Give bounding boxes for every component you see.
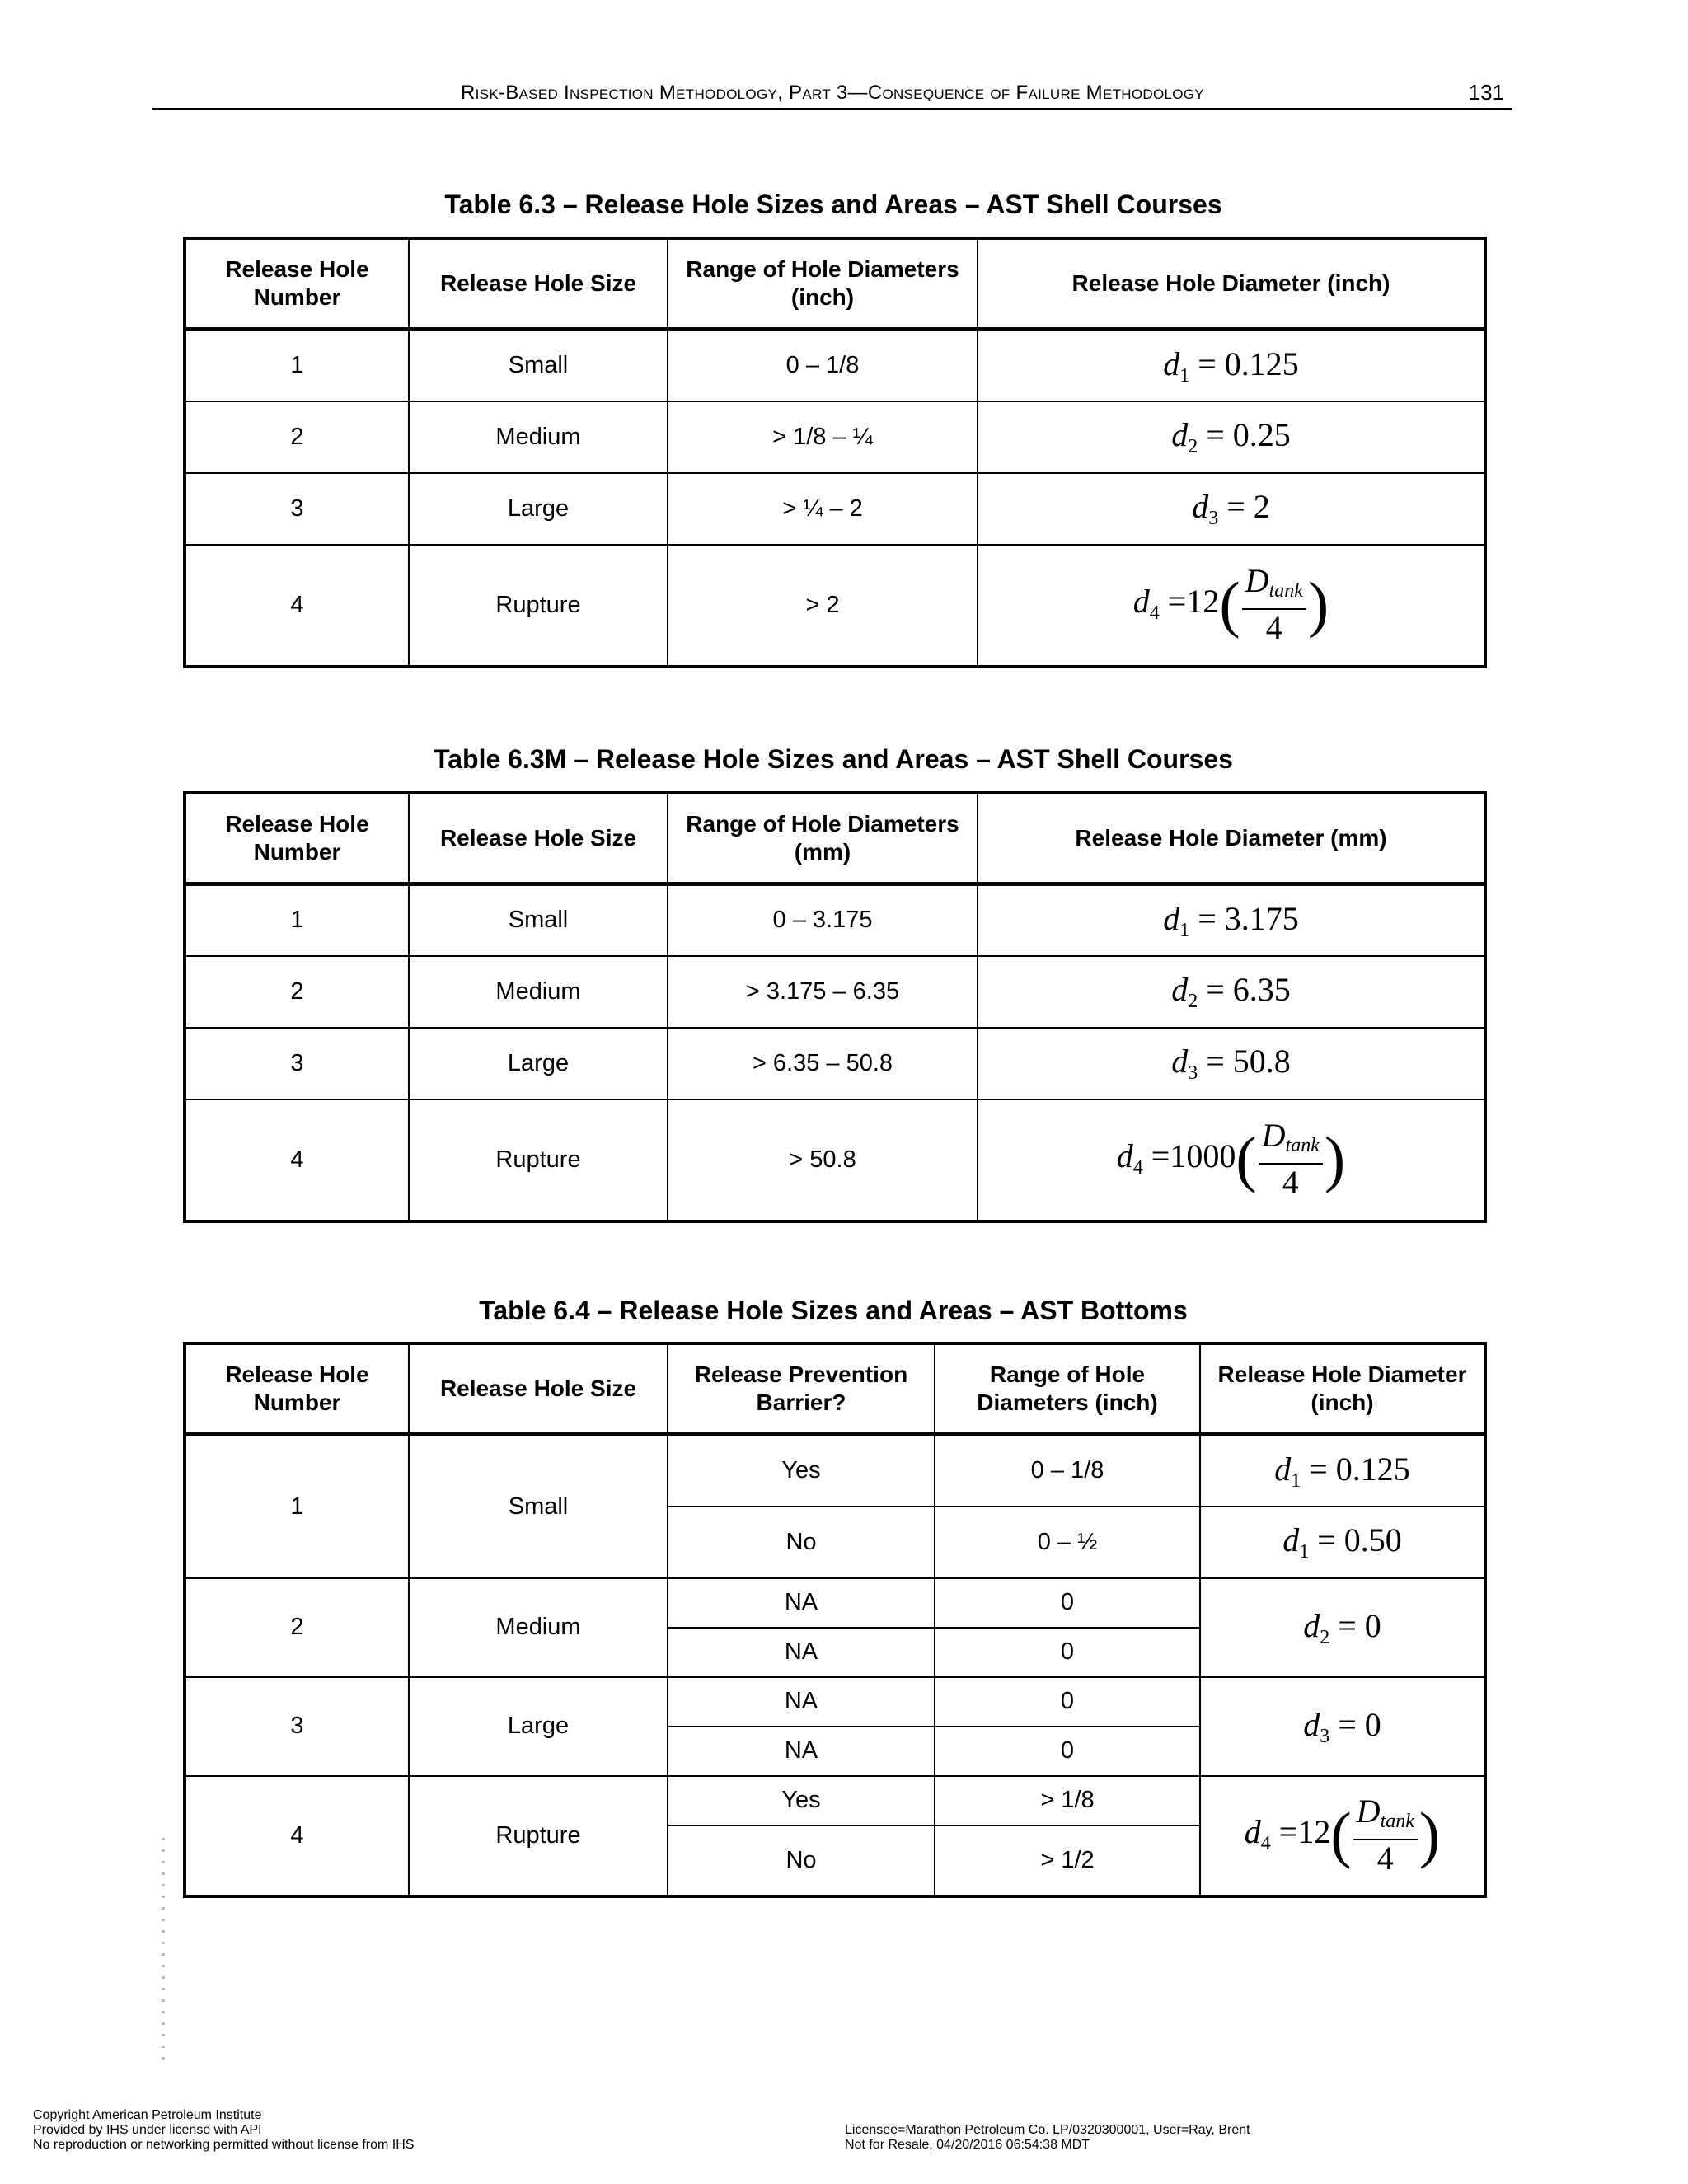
footer-copyright	[33, 2108, 414, 2153]
column-header: Release Hole Size	[409, 238, 668, 330]
hole-number: 3	[185, 473, 409, 545]
hole-number: 2	[185, 956, 409, 1028]
table-row	[185, 473, 1485, 545]
diameter-formula: $d_4 =12$( $\frac{D_{tank}}{4}$ )	[1200, 1776, 1485, 1896]
table-6-4	[183, 1342, 1487, 1898]
hole-number: 2	[185, 401, 409, 473]
column-header: Release Hole Diameter (inch)	[978, 238, 1485, 330]
hole-size: Rupture	[409, 1099, 668, 1221]
hole-number: 4	[185, 1776, 409, 1896]
diameter-range: 0	[935, 1578, 1200, 1628]
diameter-range: > 3.175 – 6.35	[668, 956, 978, 1028]
diameter-range: > 6.35 – 50.8	[668, 1028, 978, 1099]
table-6-3-caption: Table 6.3 – Release Hole Sizes and Areas – AST Shell Courses	[444, 190, 1222, 219]
footer-line: Provided by IHS under license with API	[33, 2123, 262, 2137]
diameter-formula: $d_3 = 0$	[1200, 1677, 1485, 1776]
prevention-barrier: NA	[668, 1677, 935, 1727]
column-header: Release Hole Diameter (inch)	[1200, 1343, 1485, 1435]
prevention-barrier: Yes	[668, 1435, 935, 1507]
diameter-formula: $d_3 = 50.8$	[978, 1028, 1485, 1099]
diameter-formula: $d_2 = 6.35$	[978, 956, 1485, 1028]
diameter-formula: $d_4 =12$( $\frac{D_{tank}}{4}$ )	[978, 545, 1485, 667]
diameter-formula: $d_1 = 0.125$	[1200, 1435, 1485, 1507]
prevention-barrier: Yes	[668, 1776, 935, 1825]
diameter-range: > 1/8 – ¼	[668, 401, 978, 473]
table-row	[185, 545, 1485, 667]
footer-line: No reproduction or networking permitted without license from IHS	[33, 2138, 415, 2152]
column-header: Range of Hole Diameters (inch)	[668, 238, 978, 330]
hole-number: 1	[185, 1435, 409, 1578]
hole-size: Large	[409, 1677, 668, 1776]
diameter-range: 0 – ½	[935, 1507, 1200, 1578]
prevention-barrier: No	[668, 1825, 935, 1896]
table-row	[185, 884, 1485, 956]
diameter-range: 0	[935, 1628, 1200, 1677]
table-6-3	[183, 237, 1487, 668]
scan-edge-marks	[162, 1838, 165, 2069]
table-header-row	[185, 238, 1485, 330]
table-header-row	[185, 1343, 1485, 1435]
diameter-range: > 50.8	[668, 1099, 978, 1221]
hole-size: Medium	[409, 956, 668, 1028]
table-row	[185, 1435, 1485, 1507]
prevention-barrier: NA	[668, 1628, 935, 1677]
table-6-4-caption: Table 6.4 – Release Hole Sizes and Areas – AST Bottoms	[479, 1296, 1188, 1325]
table-row	[185, 1099, 1485, 1221]
table-row	[185, 330, 1485, 401]
diameter-formula: $d_3 = 2$	[978, 473, 1485, 545]
column-header: Release Hole Number	[185, 793, 409, 884]
hole-number: 2	[185, 1578, 409, 1677]
table-header-row	[185, 793, 1485, 884]
column-header: Release Hole Number	[185, 1343, 409, 1435]
column-header: Release Prevention Barrier?	[668, 1343, 935, 1435]
diameter-range: > 2	[668, 545, 978, 667]
prevention-barrier: No	[668, 1507, 935, 1578]
hole-size: Large	[409, 1028, 668, 1099]
table-6-3m-caption: Table 6.3M – Release Hole Sizes and Areas – AST Shell Courses	[434, 744, 1233, 774]
diameter-range: > ¼ – 2	[668, 473, 978, 545]
hole-number: 1	[185, 330, 409, 401]
table-6-3m	[183, 791, 1487, 1223]
prevention-barrier: NA	[668, 1727, 935, 1776]
hole-size: Small	[409, 884, 668, 956]
page-number: 131	[1468, 80, 1504, 105]
column-header: Range of Hole Diameters (mm)	[668, 793, 978, 884]
hole-size: Rupture	[409, 545, 668, 667]
column-header: Release Hole Size	[409, 1343, 668, 1435]
diameter-range: 0	[935, 1727, 1200, 1776]
prevention-barrier: NA	[668, 1578, 935, 1628]
diameter-range: > 1/2	[935, 1825, 1200, 1896]
diameter-formula: $d_2 = 0$	[1200, 1578, 1485, 1677]
table-row	[185, 1028, 1485, 1099]
diameter-formula: $d_4 =1000$( $\frac{D_{tank}}{4}$ )	[978, 1099, 1485, 1221]
hole-size: Small	[409, 1435, 668, 1578]
diameter-formula: $d_1 = 0.50$	[1200, 1507, 1485, 1578]
footer-line: Licensee=Marathon Petroleum Co. LP/0320300001, User=Ray, Brent	[845, 2123, 1250, 2137]
diameter-range: 0	[935, 1677, 1200, 1727]
hole-size: Medium	[409, 401, 668, 473]
table-row	[185, 1776, 1485, 1825]
column-header: Release Hole Size	[409, 793, 668, 884]
hole-size: Medium	[409, 1578, 668, 1677]
diameter-range: 0 – 1/8	[935, 1435, 1200, 1507]
diameter-formula: $d_1 = 0.125$	[978, 330, 1485, 401]
hole-number: 4	[185, 1099, 409, 1221]
page-header	[152, 78, 1512, 110]
diameter-range: 0 – 1/8	[668, 330, 978, 401]
hole-size: Small	[409, 330, 668, 401]
hole-number: 3	[185, 1677, 409, 1776]
hole-size: Rupture	[409, 1776, 668, 1896]
table-row	[185, 1677, 1485, 1727]
hole-size: Large	[409, 473, 668, 545]
diameter-formula: $d_1 = 3.175$	[978, 884, 1485, 956]
footer-line: Not for Resale, 04/20/2016 06:54:38 MDT	[845, 2138, 1090, 2152]
footer-line: Copyright American Petroleum Institute	[33, 2108, 262, 2122]
diameter-range: > 1/8	[935, 1776, 1200, 1825]
hole-number: 1	[185, 884, 409, 956]
column-header: Range of Hole Diameters (inch)	[935, 1343, 1200, 1435]
footer-license	[845, 2123, 1250, 2153]
diameter-formula: $d_2 = 0.25$	[978, 401, 1485, 473]
table-row	[185, 956, 1485, 1028]
hole-number: 4	[185, 545, 409, 667]
hole-number: 3	[185, 1028, 409, 1099]
column-header: Release Hole Number	[185, 238, 409, 330]
diameter-range: 0 – 3.175	[668, 884, 978, 956]
table-row	[185, 401, 1485, 473]
table-row	[185, 1578, 1485, 1628]
column-header: Release Hole Diameter (mm)	[978, 793, 1485, 884]
running-title: Risk-Based Inspection Methodology, Part 3—Consequence of Failure Methodology	[461, 82, 1204, 104]
